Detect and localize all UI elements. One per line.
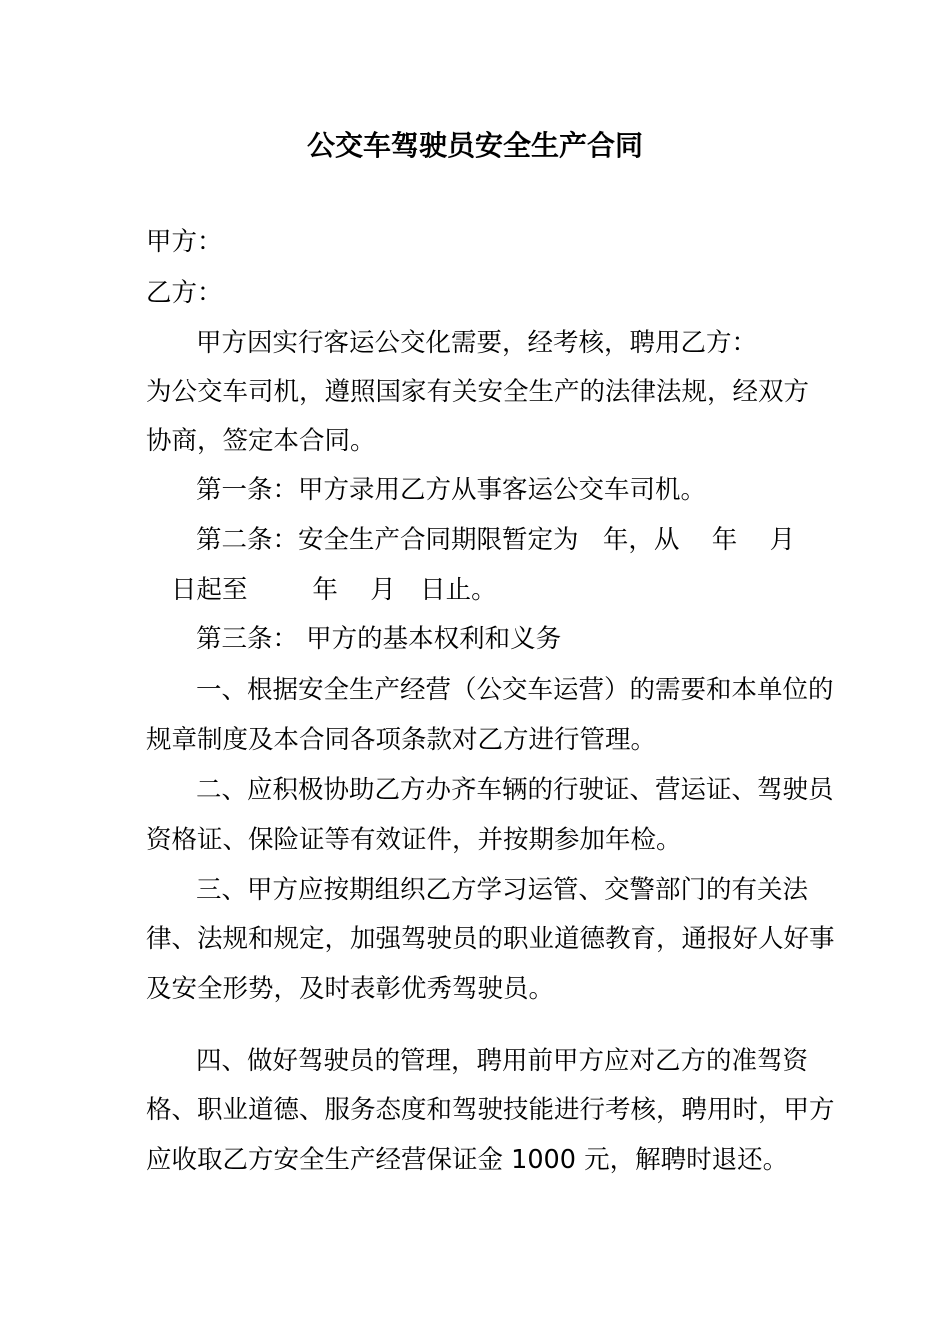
clause-4-line: 格、职业道德、服务态度和驾驶技能进行考核，聘用时，甲方 [146,1095,835,1125]
clause-2-line: 二、应积极协助乙方办齐车辆的行驶证、营运证、驾驶员 [196,775,834,805]
clause-3-line: 三、甲方应按期组织乙方学习运管、交警部门的有关法 [196,875,809,905]
clause-3-line: 及安全形势，及时表彰优秀驾驶员。 [146,974,555,1004]
paragraph-line: 协商，签定本合同。 [146,426,376,456]
clause-4-line: 四、做好驾驶员的管理，聘用前甲方应对乙方的准驾资 [196,1046,809,1076]
article-3-heading: 第三条： 甲方的基本权利和义务 [196,624,562,654]
clause-3-line: 律、法规和规定，加强驾驶员的职业道德教育，通报好人好事 [146,924,835,954]
article-2-line: 第二条：安全生产合同期限暂定为 年，从 年 月 [196,525,796,555]
clause-1-line: 规章制度及本合同各项条款对乙方进行管理。 [146,725,657,755]
clause-2-line: 资格证、保险证等有效证件，并按期参加年检。 [146,825,682,855]
clause-1-line: 一、根据安全生产经营（公交车运营）的需要和本单位的 [196,675,834,705]
article-1: 第一条：甲方录用乙方从事客运公交车司机。 [196,475,707,505]
party-a-label: 甲方： [146,227,223,257]
paragraph-line: 为公交车司机，遵照国家有关安全生产的法律法规，经双方 [146,377,810,407]
party-b-label: 乙方： [146,278,223,308]
paragraph-line: 甲方因实行客运公交化需要，经考核，聘用乙方： [196,328,758,358]
document-title: 公交车驾驶员安全生产合同 [306,129,643,162]
clause-4-line: 应收取乙方安全生产经营保证金 1000 元，解聘时退还。 [146,1145,789,1175]
article-2-line: 日起至 年 月 日止。 [171,575,497,605]
